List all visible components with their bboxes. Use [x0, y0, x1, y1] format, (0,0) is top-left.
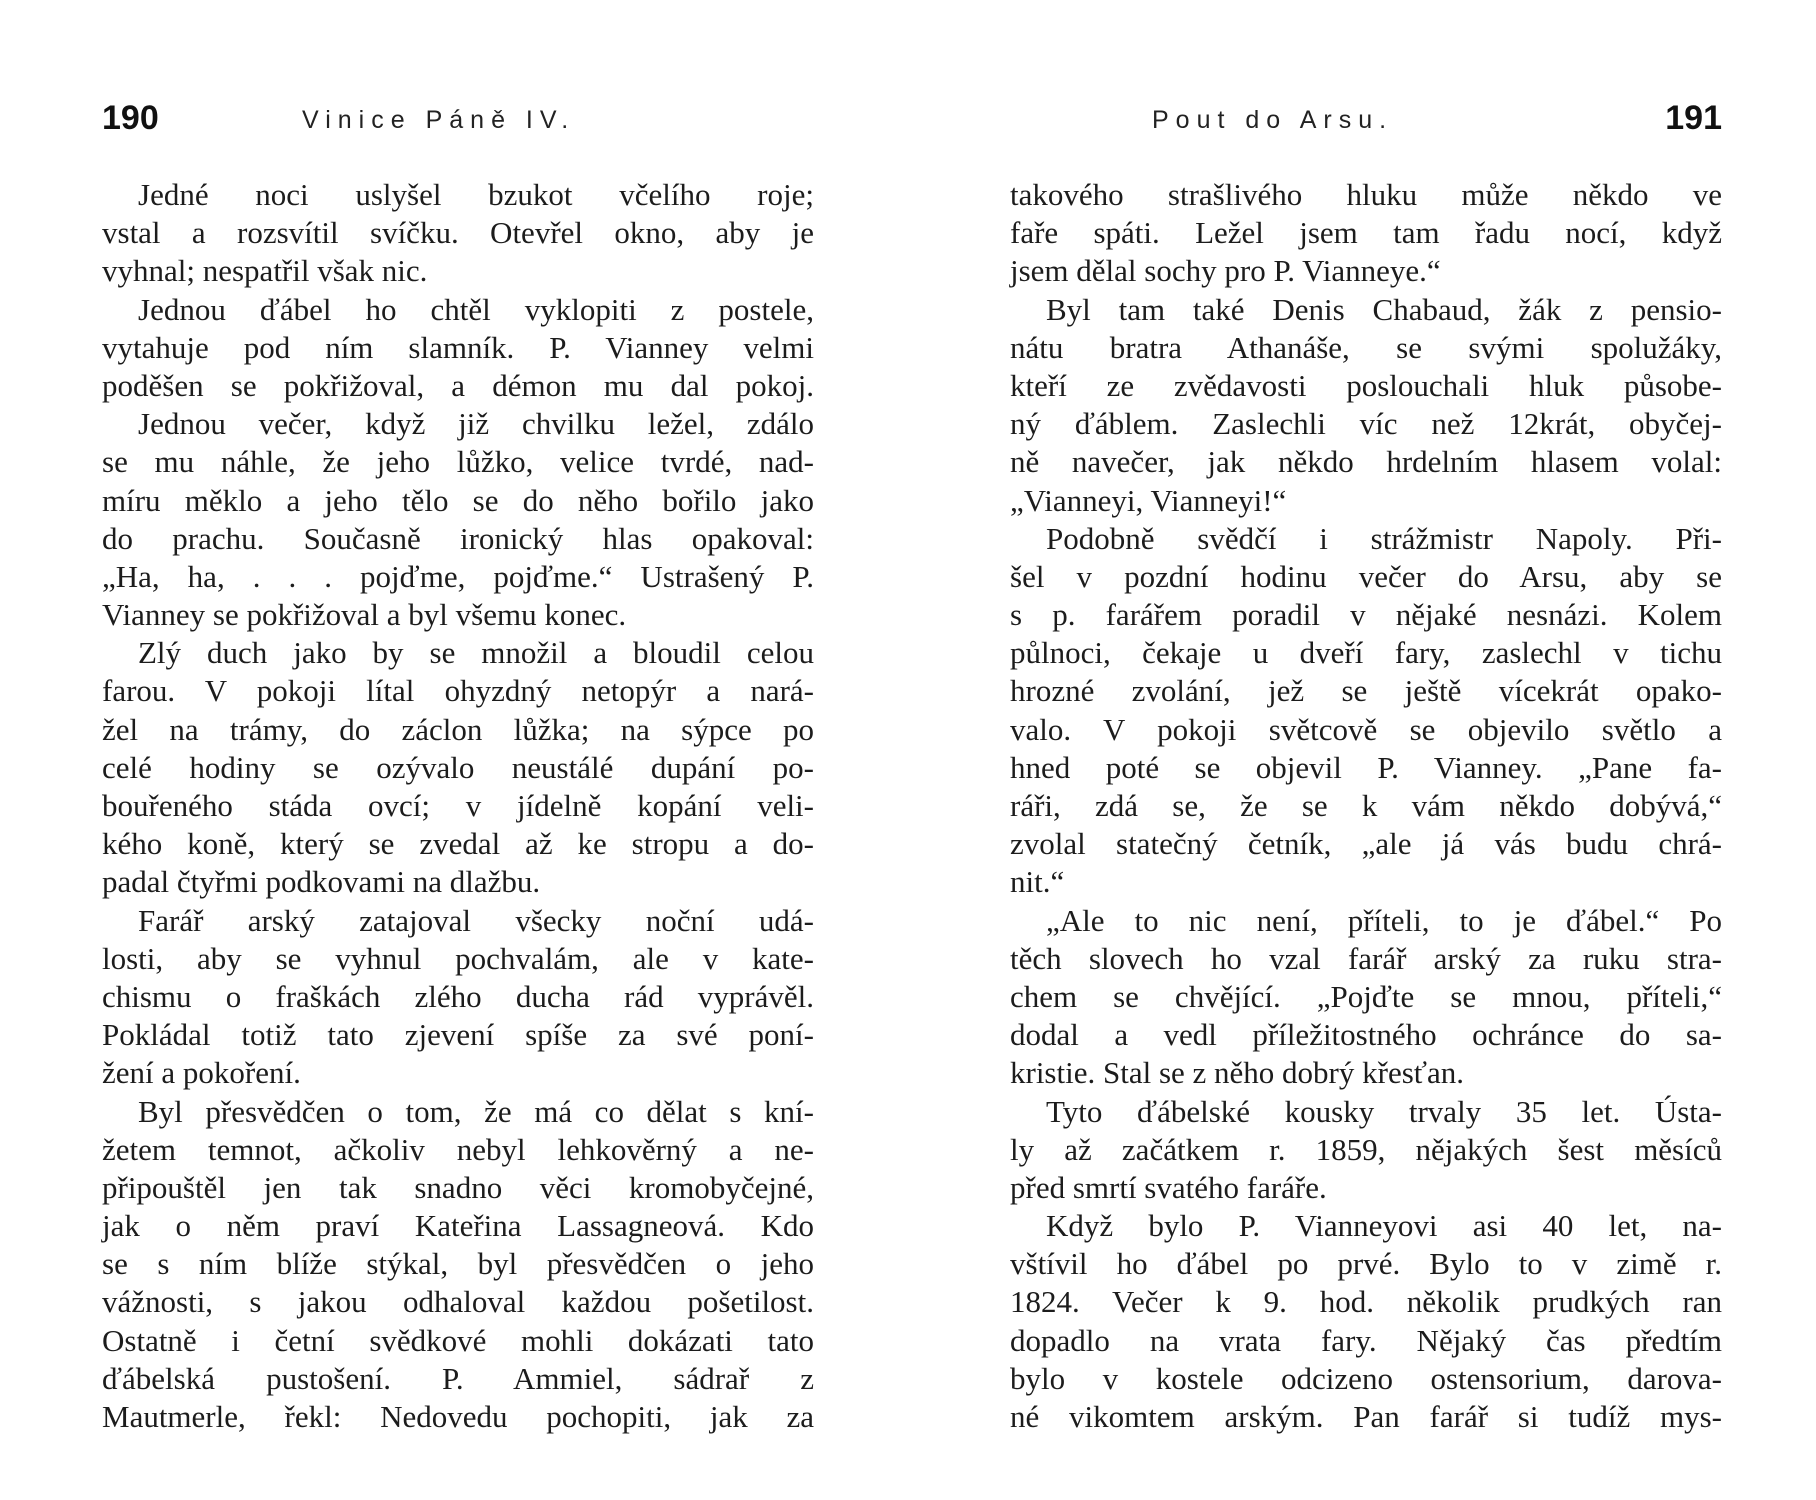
- text-line: s p. farářem poradil v nějaké nesnázi. Kolem: [1010, 597, 1722, 633]
- text-line: farou. V pokoji lítal ohyzdný netopýr a nará-: [102, 673, 814, 709]
- text-line: ný ďáblem. Zaslechli víc než 12krát, obyčej-: [1010, 406, 1722, 442]
- text-line: „Ha, ha, . . . pojďme, pojďme.“ Ustrašený P.: [102, 558, 814, 594]
- text-line: se mu náhle, že jeho lůžko, velice tvrdé, nad-: [102, 444, 814, 480]
- text-line: bouřeného stáda ovcí; v jídelně kopání veli-: [102, 788, 814, 823]
- text-line: valo. V pokoji světcově se objevilo světlo a: [1010, 711, 1722, 747]
- text-line: Podobně svědčí i strážmistr Napoly. Při-: [1046, 520, 1722, 556]
- text-line: Farář arský zatajoval všecky noční udá-: [138, 902, 814, 938]
- text-line: šel v pozdní hodinu večer do Arsu, aby se: [1010, 558, 1722, 594]
- text-line: půlnoci, čekaje u dveří fary, zaslechl v tichu: [1010, 635, 1722, 671]
- text-line: takového strašlivého hluku může někdo ve: [1010, 177, 1722, 212]
- text-line: kteří ze zvědavosti poslouchali hluk působe-: [1010, 367, 1722, 403]
- text-line: Byl tam také Denis Chabaud, žák z pensio-: [1046, 291, 1722, 327]
- running-title: Pout do Arsu.: [1152, 106, 1394, 134]
- text-line: jsem dělal sochy pro P. Vianneye.“: [1010, 253, 1441, 289]
- text-line: těch slovech ho vzal farář arský za ruku stra-: [1010, 940, 1722, 976]
- text-line: faře spáti. Ležel jsem tam řadu nocí, když: [1010, 215, 1722, 251]
- text-line: nátu bratra Athanáše, se svými spolužáky,: [1010, 329, 1722, 365]
- text-line: do prachu. Současně ironický hlas opakoval:: [102, 520, 814, 556]
- text-line: losti, aby se vyhnul pochvalám, ale v kate-: [102, 940, 814, 976]
- text-line: Byl přesvědčen o tom, že má co dělat s kní-: [138, 1093, 814, 1129]
- text-line: ďábelská pustošení. P. Ammiel, sádrař z: [102, 1360, 814, 1396]
- page-number: 191: [1665, 99, 1722, 137]
- left-page-body: [102, 176, 814, 1436]
- left-page-header: [102, 98, 814, 138]
- text-line: se s ním blíže stýkal, byl přesvědčen o jeho: [102, 1246, 814, 1282]
- text-line: ně navečer, jak někdo hrdelním hlasem volal:: [1010, 444, 1722, 480]
- text-line: ly až začátkem r. 1859, nějakých šest měsíců: [1010, 1131, 1722, 1167]
- text-line: chem se chvějící. „Pojďte se mnou, příteli,“: [1010, 978, 1722, 1014]
- running-title: Vinice Páně IV.: [302, 106, 576, 134]
- text-line: vštívil ho ďábel po prvé. Bylo to v zimě r.: [1010, 1246, 1722, 1282]
- text-line: Když bylo P. Vianneyovi asi 40 let, na-: [1046, 1208, 1722, 1244]
- text-line: ráři, zdá se, že se k vám někdo dobývá,“: [1010, 788, 1722, 823]
- text-line: kristie. Stal se z něho dobrý křesťan.: [1010, 1055, 1465, 1091]
- text-line: jak o něm praví Kateřina Lassagneová. Kdo: [102, 1208, 814, 1244]
- text-line: zvolal statečný četník, „ale já vás budu chrá-: [1010, 826, 1722, 862]
- right-page-body: [1010, 176, 1722, 1436]
- text-line: připouštěl jen tak snadno věci kromobyčejné,: [102, 1169, 814, 1205]
- text-line: chismu o fraškách zlého ducha rád vyprávěl.: [102, 978, 814, 1014]
- text-line: Pokládal totiž tato zjevení spíše za své poní-: [102, 1017, 814, 1053]
- right-page-header: [1010, 98, 1722, 138]
- text-line: Jednou večer, když již chvilku ležel, zdálo: [138, 406, 814, 442]
- text-line: vytahuje pod ním slamník. P. Vianney velmi: [102, 329, 814, 365]
- text-line: před smrtí svatého faráře.: [1010, 1169, 1327, 1205]
- text-line: Jedné noci uslyšel bzukot včelího roje;: [138, 177, 814, 212]
- page-number: 190: [102, 99, 159, 137]
- text-line: dopadlo na vrata fary. Nějaký čas předtím: [1010, 1322, 1722, 1358]
- text-line: vyhnal; nespatřil však nic.: [102, 253, 428, 289]
- text-line: Vianney se pokřižoval a byl všemu konec.: [102, 597, 627, 633]
- text-line: bylo v kostele odcizeno ostensorium, darova-: [1010, 1360, 1722, 1396]
- text-line: žetem temnot, ačkoliv nebyl lehkověrný a ne-: [102, 1131, 814, 1167]
- text-line: padal čtyřmi podkovami na dlažbu.: [102, 864, 541, 900]
- text-line: hned poté se objevil P. Vianney. „Pane fa-: [1010, 749, 1722, 785]
- text-line: „Ale to nic není, příteli, to je ďábel.“ Po: [1046, 902, 1722, 938]
- text-line: Mautmerle, řekl: Nedovedu pochopiti, jak za: [102, 1399, 814, 1434]
- text-line: žení a pokoření.: [102, 1055, 301, 1091]
- text-line: né vikomtem arským. Pan farář si tudíž mys-: [1010, 1399, 1722, 1434]
- text-line: Ostatně i četní svědkové mohli dokázati tato: [102, 1322, 814, 1358]
- text-line: poděšen se pokřižoval, a démon mu dal pokoj.: [102, 367, 814, 403]
- text-line: „Vianneyi, Vianneyi!“: [1010, 482, 1287, 518]
- text-line: Jednou ďábel ho chtěl vyklopiti z postele,: [138, 291, 814, 327]
- text-line: celé hodiny se ozývalo neustálé dupání po-: [102, 749, 814, 785]
- text-line: dodal a vedl příležitostného ochránce do sa-: [1010, 1017, 1722, 1053]
- text-line: hrozné zvolání, jež se ještě vícekrát opako-: [1010, 673, 1722, 709]
- text-line: nit.“: [1010, 864, 1065, 900]
- text-line: Tyto ďábelské kousky trvaly 35 let. Ústa-: [1046, 1093, 1722, 1129]
- text-line: žel na trámy, do záclon lůžka; na sýpce po: [102, 711, 814, 747]
- text-line: vážnosti, s jakou odhaloval každou pošetilost.: [102, 1284, 814, 1320]
- text-line: kého koně, který se zvedal až ke stropu a do-: [102, 826, 814, 862]
- text-line: vstal a rozsvítil svíčku. Otevřel okno, aby je: [102, 215, 814, 251]
- text-line: Zlý duch jako by se množil a bloudil celou: [138, 635, 814, 671]
- text-line: 1824. Večer k 9. hod. několik prudkých ran: [1010, 1284, 1722, 1320]
- text-line: míru měklo a jeho tělo se do něho bořilo jako: [102, 482, 814, 518]
